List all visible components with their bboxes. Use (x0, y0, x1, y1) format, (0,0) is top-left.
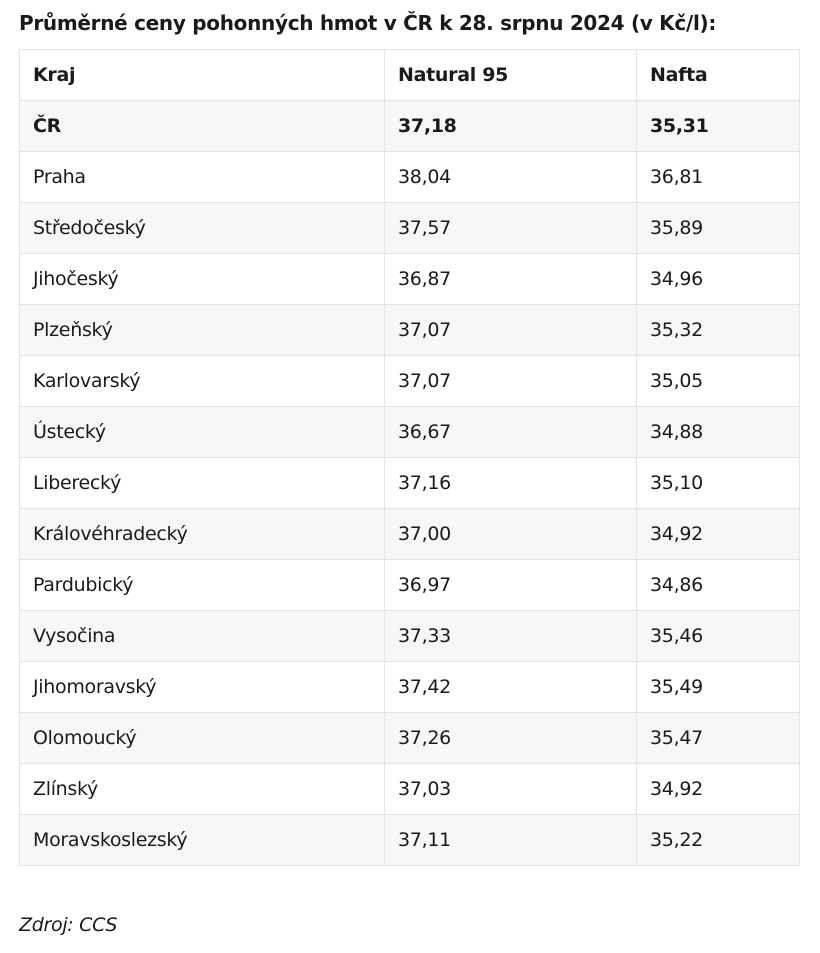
cell-nafta: 35,22 (637, 815, 800, 866)
cell-region: Jihomoravský (20, 662, 385, 713)
column-header-nafta: Nafta (637, 50, 800, 101)
table-row (20, 611, 800, 662)
cell-nafta: 36,81 (637, 152, 800, 203)
cell-region: Ústecký (20, 407, 385, 458)
cell-natural95: 37,33 (385, 611, 637, 662)
table-row-total (20, 101, 800, 152)
cell-natural95: 37,18 (385, 101, 637, 152)
cell-region: ČR (20, 101, 385, 152)
column-header-natural95: Natural 95 (385, 50, 637, 101)
cell-nafta: 34,92 (637, 509, 800, 560)
table-row (20, 458, 800, 509)
cell-natural95: 37,26 (385, 713, 637, 764)
cell-natural95: 37,00 (385, 509, 637, 560)
cell-region: Moravskoslezský (20, 815, 385, 866)
source-note: Zdroj: CCS (19, 914, 118, 936)
cell-natural95: 37,42 (385, 662, 637, 713)
cell-natural95: 37,11 (385, 815, 637, 866)
table-row (20, 254, 800, 305)
cell-nafta: 35,32 (637, 305, 800, 356)
cell-nafta: 34,86 (637, 560, 800, 611)
cell-nafta: 35,05 (637, 356, 800, 407)
cell-nafta: 35,89 (637, 203, 800, 254)
cell-nafta: 34,92 (637, 764, 800, 815)
table-row (20, 203, 800, 254)
cell-nafta: 35,47 (637, 713, 800, 764)
cell-natural95: 36,67 (385, 407, 637, 458)
cell-nafta: 34,88 (637, 407, 800, 458)
fuel-price-table (19, 49, 800, 866)
cell-nafta: 34,96 (637, 254, 800, 305)
cell-region: Praha (20, 152, 385, 203)
cell-natural95: 37,07 (385, 305, 637, 356)
cell-natural95: 37,16 (385, 458, 637, 509)
table-row (20, 152, 800, 203)
table-header (20, 50, 800, 101)
cell-nafta: 35,46 (637, 611, 800, 662)
cell-natural95: 36,87 (385, 254, 637, 305)
cell-region: Jihočeský (20, 254, 385, 305)
cell-natural95: 37,07 (385, 356, 637, 407)
table-row (20, 509, 800, 560)
table-row (20, 356, 800, 407)
cell-region: Liberecký (20, 458, 385, 509)
table-row (20, 662, 800, 713)
cell-region: Olomoucký (20, 713, 385, 764)
cell-natural95: 38,04 (385, 152, 637, 203)
table-row (20, 815, 800, 866)
table-row (20, 407, 800, 458)
page-title: Průměrné ceny pohonných hmot v ČR k 28. srpnu 2024 (v Kč/l): (19, 11, 717, 35)
cell-natural95: 37,03 (385, 764, 637, 815)
cell-region: Pardubický (20, 560, 385, 611)
cell-nafta: 35,31 (637, 101, 800, 152)
table-row (20, 713, 800, 764)
cell-region: Středočeský (20, 203, 385, 254)
cell-region: Karlovarský (20, 356, 385, 407)
header-row (20, 50, 800, 101)
cell-nafta: 35,49 (637, 662, 800, 713)
cell-region: Královéhradecký (20, 509, 385, 560)
table-row (20, 305, 800, 356)
cell-region: Zlínský (20, 764, 385, 815)
table-row (20, 764, 800, 815)
cell-region: Vysočina (20, 611, 385, 662)
cell-region: Plzeňský (20, 305, 385, 356)
column-header-region: Kraj (20, 50, 385, 101)
cell-natural95: 36,97 (385, 560, 637, 611)
cell-natural95: 37,57 (385, 203, 637, 254)
table-row (20, 560, 800, 611)
cell-nafta: 35,10 (637, 458, 800, 509)
table-body (20, 101, 800, 866)
